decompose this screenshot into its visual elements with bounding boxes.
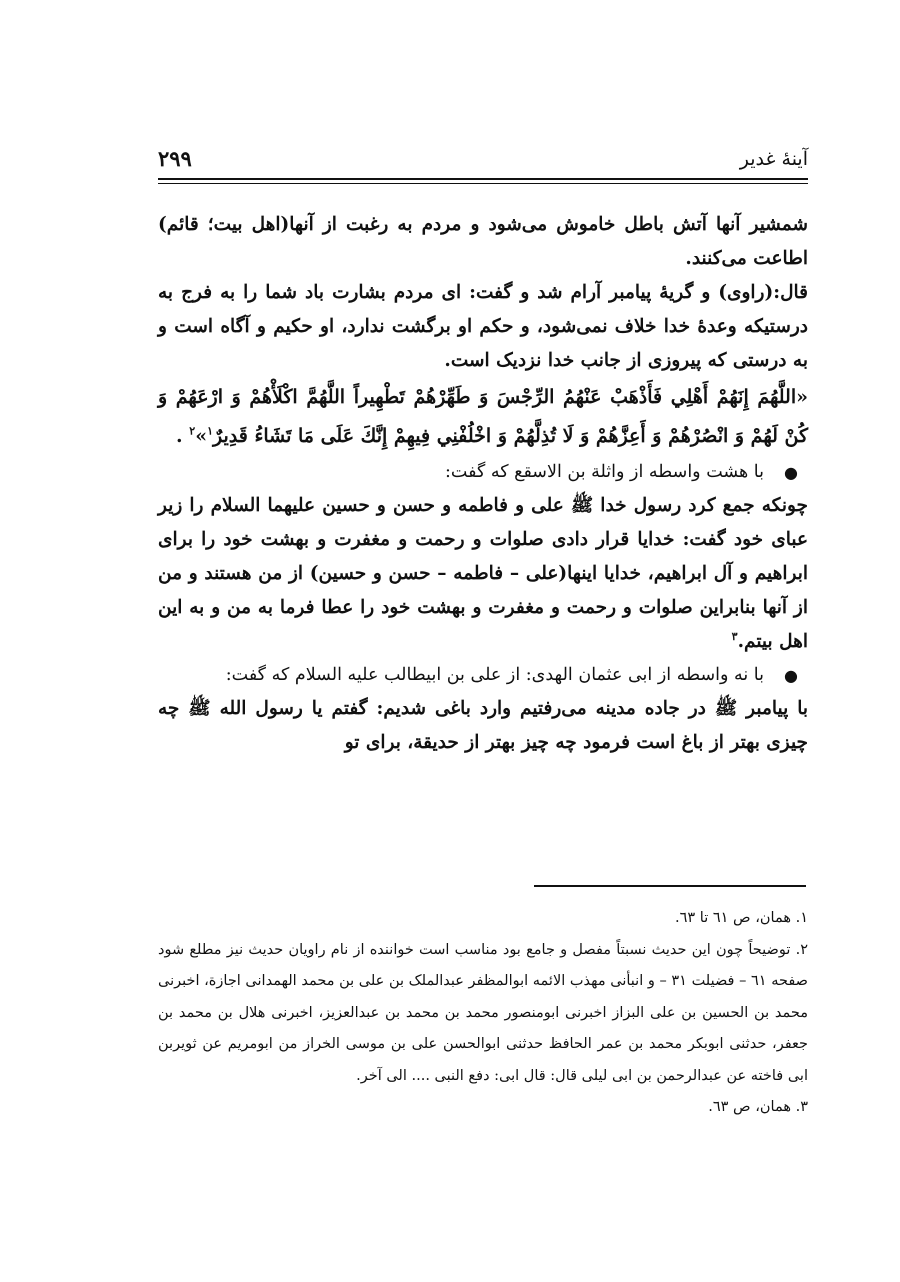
- footnote-2: ۲. توضيحاً چون اين حديث نسبتاً مفصل و جامع بود مناسب است خواننده از نام راويان حديث نيز مطلع شود صفحه ٦١ – فضيلت ٣١ – و انبأنی مهذب الائمه ابوالمظفر عبدالملک بن علی بن محمد الهمدانی اجازة، اخبرنی محمد بن الحسين بن علی البزاز اخبرنی ابومنصور محمد بن محمد بن عبدالعزيز، اخبرنی هلال بن محمد بن جعفر، حدثنی ابوبكر محمد بن عمر الحافظ حدثنی ابوالحسن علی بن موسی الخراز من ابومريم عن ثويربن ابی فاخته عن عبدالرحمن بن ابی ليلی قال: قال ابی: دفع النبی .... الی آخر.: [158, 941, 808, 1084]
- arabic-prayer-close: »: [195, 425, 208, 447]
- bullet-item-1: [158, 456, 808, 489]
- main-text: [158, 208, 808, 760]
- footnote-separator: [534, 885, 806, 887]
- footnote-1: ۱. همان، ص ٦١ تا ٦٣.: [675, 910, 808, 926]
- running-title: آينهٔ غدير: [739, 148, 808, 170]
- header-rule-thin: [158, 183, 808, 184]
- paragraph-1: شمشير آنها آتش باطل خاموش می‌شود و مردم به رغبت از آنها(اهل بيت؛ قائم) اطاعت می‌كنند.: [158, 214, 808, 269]
- footnote-ref-1: ۱: [207, 424, 213, 438]
- paragraph-3: [158, 489, 808, 659]
- header-rule-thick: [158, 178, 808, 180]
- footnotes: [158, 903, 808, 1124]
- bullet-item-2-text: با نه واسطه از ابی عثمان الهدی: از علی بن ابيطالب عليه السلام كه گفت:: [225, 665, 764, 685]
- arabic-prayer: «اللَّهُمَ إِنَهُمْ أَهْلِي فَأَذْهَبْ عَنْهُمُ الرِّجْسَ وَ طَهِّرْهُمْ تَطْهِيراً اللَّهُمَّ اكْلَأْهُمْ وَ ارْعَهُمْ وَ كُنْ لَهُمْ وَ انْصُرْهُمْ وَ أَعِزَّهُمْ وَ لَا تُذِلَّهُمْ وَ اخْلُفْنِي فِيهِمْ إِنَّكَ عَلَى مَا تَشَاءُ قَدِيرٌ$^۱$»$^۲$ .: [158, 386, 808, 447]
- bullet-item-1-text: با هشت واسطه از واثلة بن الاسقع كه گفت:: [445, 462, 764, 482]
- paragraph-2: قال:(راوی) و گريهٔ پيامبر آرام شد و گفت: ای مردم بشارت باد شما را به فرج به درستيكه وعدهٔ خدا خلاف نمی‌شود، و حكم او برگشت ندارد، او حكيم و آگاه است و به درستی كه پيروزی از جانب خدا نزديک است.: [158, 282, 808, 371]
- paragraph-4: با پيامبر ﷺ در جاده مدينه می‌رفتيم وارد باغی شديم: گفتم يا رسول الله ﷺ چه چيزی بهتر از باغ است فرمود چه چيز بهتر از حديقة، برای تو: [158, 698, 808, 753]
- arabic-prayer-text: «اللَّهُمَ إِنَهُمْ أَهْلِي فَأَذْهَبْ عَنْهُمُ الرِّجْسَ وَ طَهِّرْهُمْ تَطْهِيراً اللَّهُمَّ اكْلَأْهُمْ وَ ارْعَهُمْ وَ كُنْ لَهُمْ وَ انْصُرْهُمْ وَ أَعِزَّهُمْ وَ لَا تُذِلَّهُمْ وَ اخْلُفْنِي فِيهِمْ إِنَّكَ عَلَى مَا تَشَاءُ قَدِيرٌ: [158, 386, 808, 447]
- footnote-ref-2: ۲: [189, 424, 196, 438]
- footnote-ref-3: ۳: [731, 629, 738, 643]
- bullet-marker: ●: [784, 666, 798, 685]
- footnote-3: ۳. همان، ص ٦٣.: [708, 1099, 808, 1115]
- page-header: [158, 142, 808, 178]
- bullet-marker: ●: [784, 463, 798, 482]
- paragraph-3-text: چونكه جمع كرد رسول خدا ﷺ علی و فاطمه و حسن و حسين عليهما السلام را زير عبای خود گفت: خدايا قرار دادی صلوات و رحمت و مغفرت و بهشت خود را برای ابراهيم و آل ابراهيم، خدايا اينها(علی – فاطمه – حسن و حسين) از من هستند و من از آنها بنابراين صلوات و رحمت و مغفرت و بهشت خود را عطا فرما به من و به اين اهل بيتم.: [158, 495, 808, 652]
- bullet-item-2: [158, 659, 808, 692]
- page-number: ۲۹۹: [158, 146, 192, 171]
